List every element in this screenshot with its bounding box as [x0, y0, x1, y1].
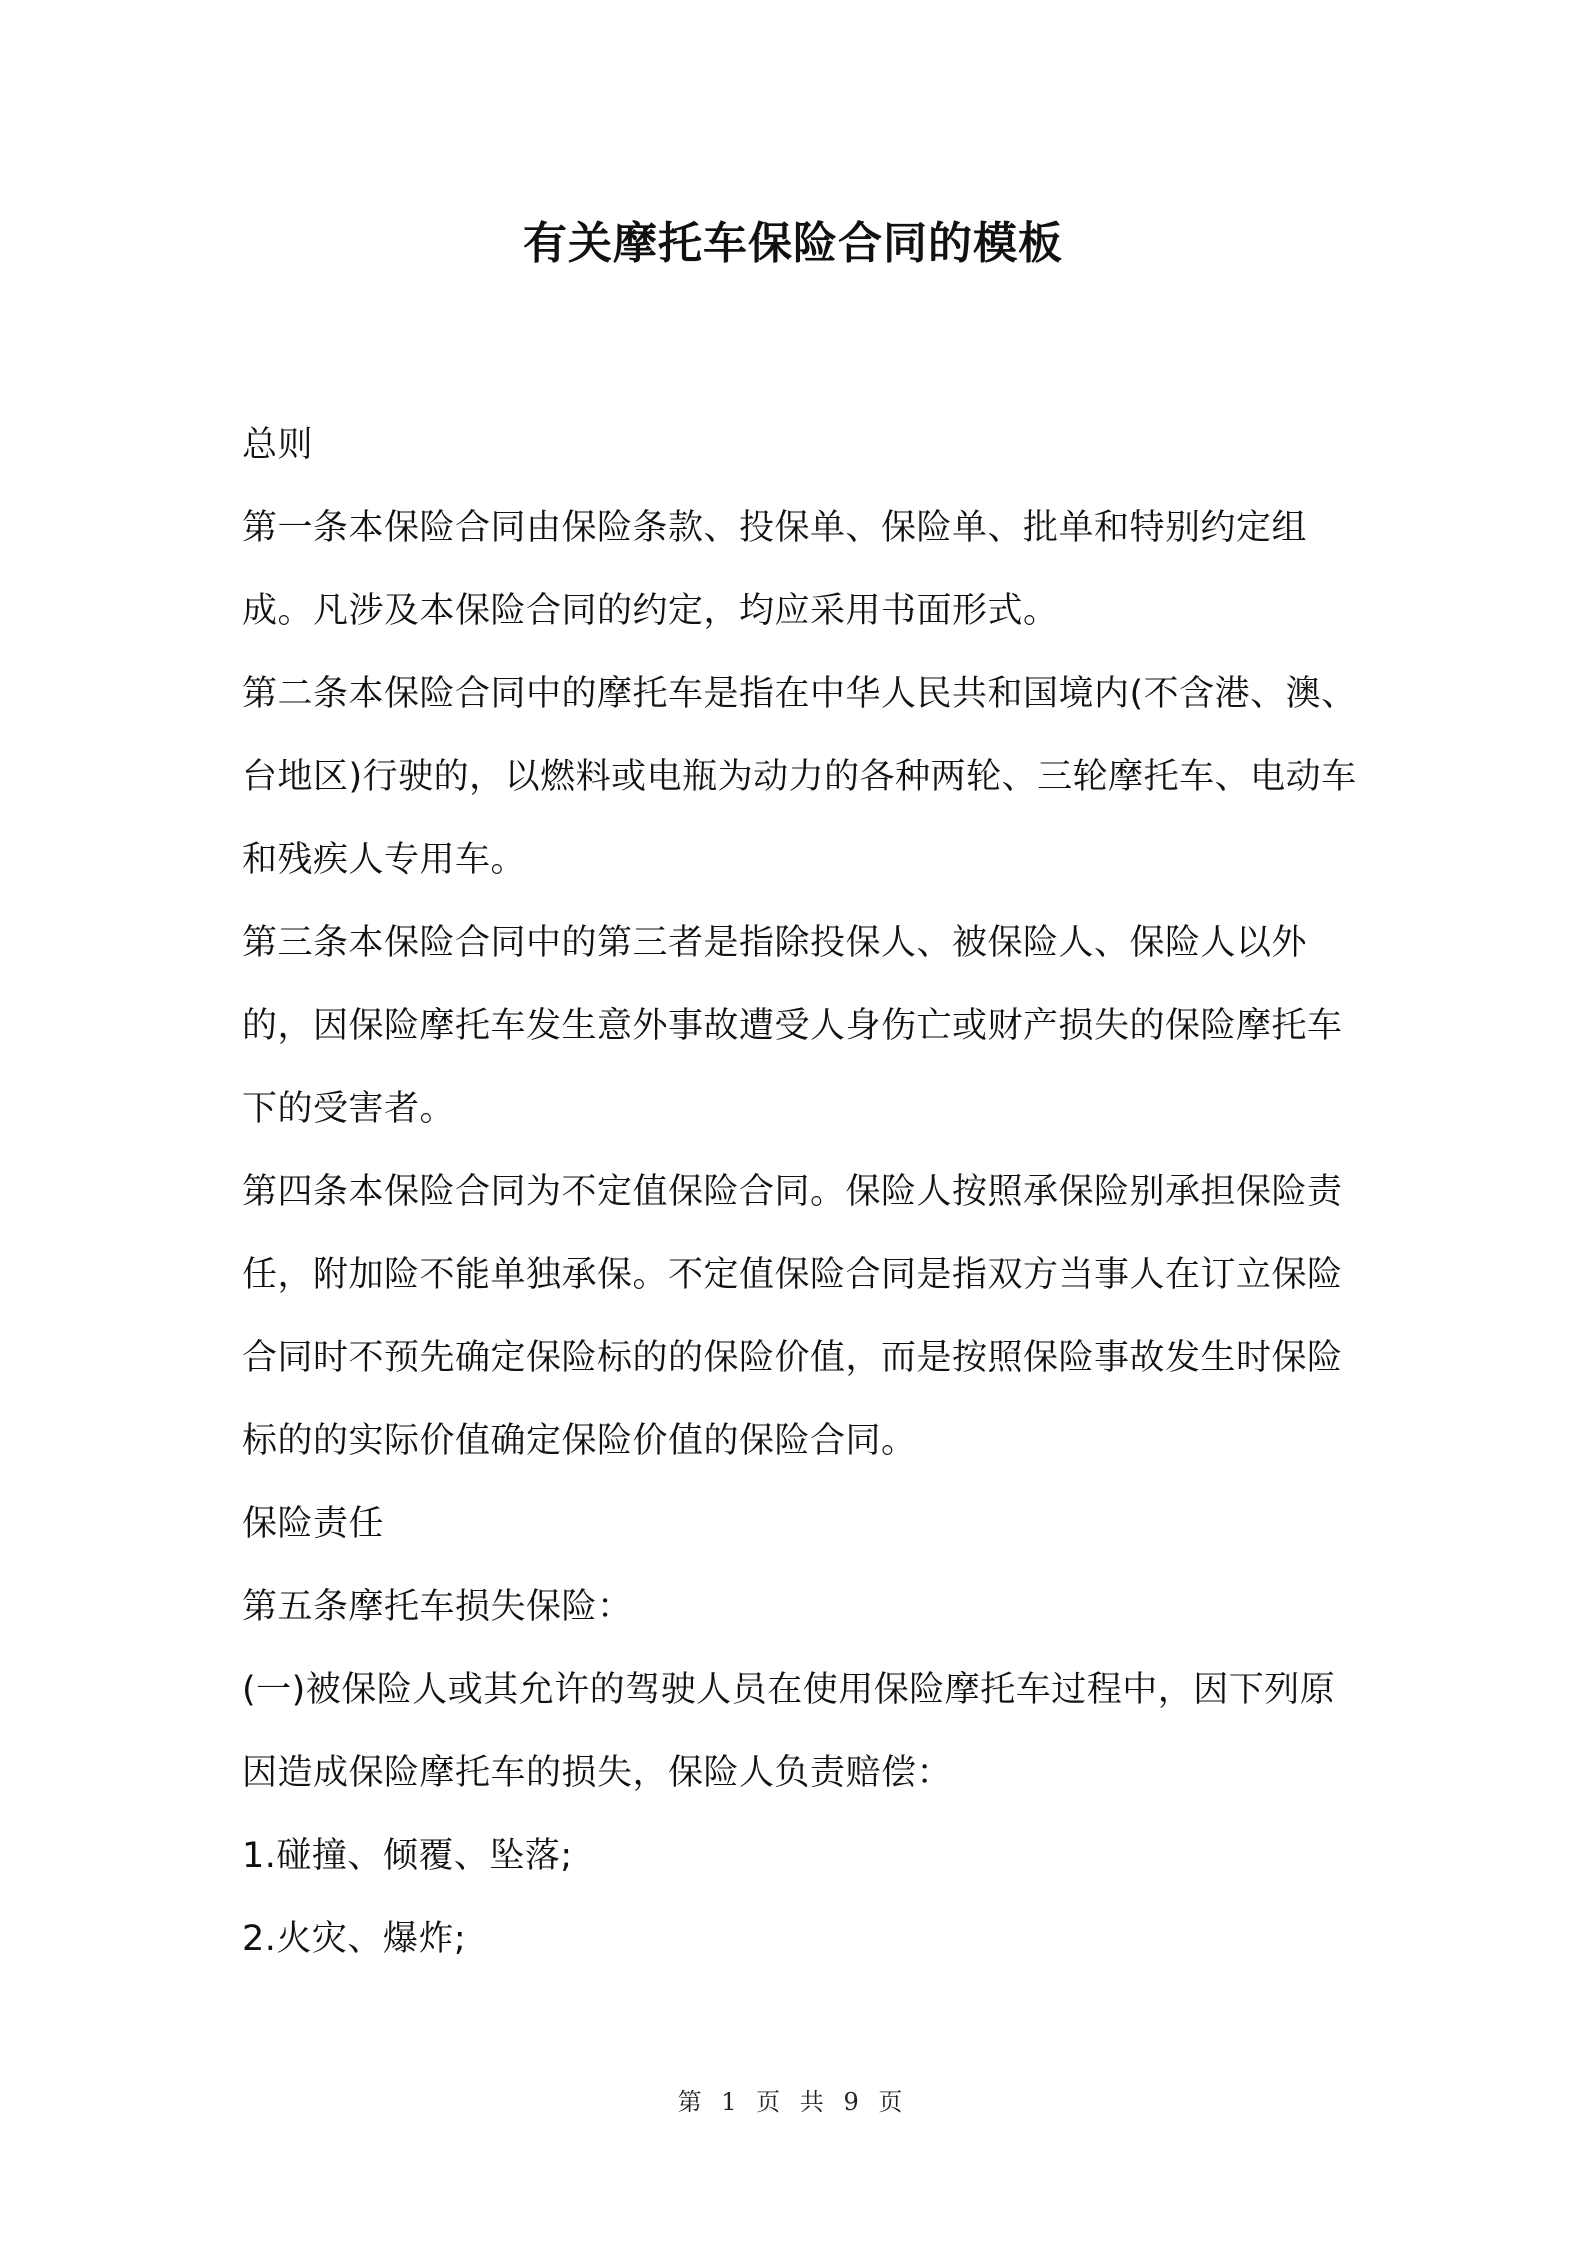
- list-item-2: 2.火灾、爆炸;: [242, 1919, 467, 1959]
- section-heading-liability: 保险责任: [242, 1504, 385, 1544]
- article-5: 第五条摩托车损失保险：: [242, 1587, 633, 1627]
- page-number-footer: 第 1 页 共 9 页: [677, 2088, 909, 2116]
- document-title: 有关摩托车保险合同的模板: [523, 218, 1063, 269]
- article-2: 第二条本保险合同中的摩托车是指在中华人民共和国境内(不含港、澳、台地区)行驶的，以燃料或电瓶为动力的各种两轮、三轮摩托车、电动车和残疾人专用车。: [242, 674, 1357, 880]
- article-5-clause-1: (一)被保险人或其允许的驾驶人员在使用保险摩托车过程中，因下列原因造成保险摩托车的损失，保险人负责赔偿：: [242, 1670, 1336, 1793]
- article-3: 第三条本保险合同中的第三者是指除投保人、被保险人、保险人以外的，因保险摩托车发生意外事故遭受人身伤亡或财产损失的保险摩托车下的受害者。: [242, 923, 1343, 1129]
- article-1: 第一条本保险合同由保险条款、投保单、保险单、批单和特别约定组成。凡涉及本保险合同的约定，均应采用书面形式。: [242, 508, 1308, 631]
- list-item-1: 1.碰撞、倾覆、坠落;: [242, 1836, 573, 1876]
- article-4: 第四条本保险合同为不定值保险合同。保险人按照承保险别承担保险责任，附加险不能单独承保。不定值保险合同是指双方当事人在订立保险合同时不预先确定保险标的的保险价值，而是按照保险事故发生时保险标的的实际价值确定保险价值的保险合同。: [242, 1172, 1343, 1461]
- section-heading-general: 总则: [242, 425, 314, 465]
- document-body: [242, 404, 1362, 1981]
